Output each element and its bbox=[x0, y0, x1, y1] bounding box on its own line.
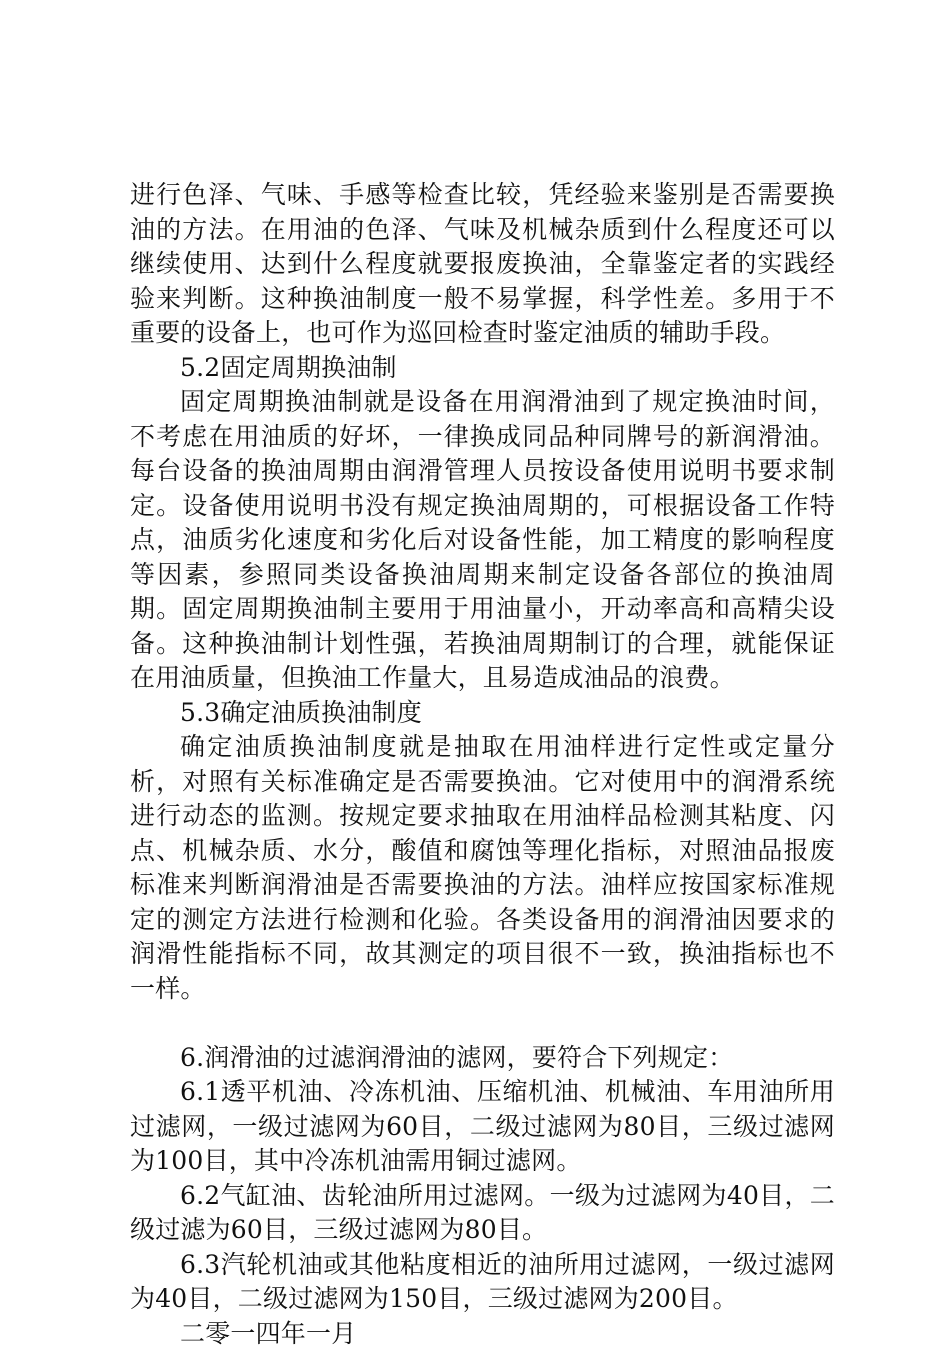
section-heading-6: 6.润滑油的过滤润滑油的滤网，要符合下列规定： bbox=[130, 1041, 835, 1076]
section-heading-5-3: 5.3确定油质换油制度 bbox=[130, 696, 835, 731]
section-heading-5-2: 5.2固定周期换油制 bbox=[130, 351, 835, 386]
document-page bbox=[130, 178, 835, 1351]
paragraph-6-1: 6.1透平机油、冷冻机油、压缩机油、机械油、车用油所用过滤网，一级过滤网为60目，二级过滤网为80目，三级过滤网为100目，其中冷冻机油需用铜过滤网。 bbox=[130, 1075, 835, 1179]
paragraph-6-3: 6.3汽轮机油或其他粘度相近的油所用过滤网，一级过滤网为40目，二级过滤网为150目，三级过滤网为200目。 bbox=[130, 1248, 835, 1317]
paragraph-intro: 进行色泽、气味、手感等检查比较，凭经验来鉴别是否需要换油的方法。在用油的色泽、气味及机械杂质到什么程度还可以继续使用、达到什么程度就要报废换油，全靠鉴定者的实践经验来判断。这种换油制度一般不易掌握，科学性差。多用于不重要的设备上，也可作为巡回检查时鉴定油质的辅助手段。 bbox=[130, 178, 835, 351]
paragraph-5-3: 确定油质换油制度就是抽取在用油样进行定性或定量分析，对照有关标准确定是否需要换油。它对使用中的润滑系统进行动态的监测。按规定要求抽取在用油样品检测其粘度、闪点、机械杂质、水分，酸值和腐蚀等理化指标，对照油品报废标准来判断润滑油是否需要换油的方法。油样应按国家标准规定的测定方法进行检测和化验。各类设备用的润滑油因要求的润滑性能指标不同，故其测定的项目很不一致，换油指标也不一样。 bbox=[130, 730, 835, 1006]
paragraph-6-2: 6.2气缸油、齿轮油所用过滤网。一级为过滤网为40目，二级过滤为60目，三级过滤网为80目。 bbox=[130, 1179, 835, 1248]
document-date: 二零一四年一月 bbox=[130, 1317, 835, 1351]
blank-line bbox=[130, 1006, 835, 1041]
paragraph-5-2: 固定周期换油制就是设备在用润滑油到了规定换油时间，不考虑在用油质的好坏，一律换成同品种同牌号的新润滑油。每台设备的换油周期由润滑管理人员按设备使用说明书要求制定。设备使用说明书没有规定换油周期的，可根据设备工作特点，油质劣化速度和劣化后对设备性能，加工精度的影响程度等因素，参照同类设备换油周期来制定设备各部位的换油周期。固定周期换油制主要用于用油量小，开动率高和高精尖设备。这种换油制计划性强，若换油周期制订的合理，就能保证在用油质量，但换油工作量大，且易造成油品的浪费。 bbox=[130, 385, 835, 696]
